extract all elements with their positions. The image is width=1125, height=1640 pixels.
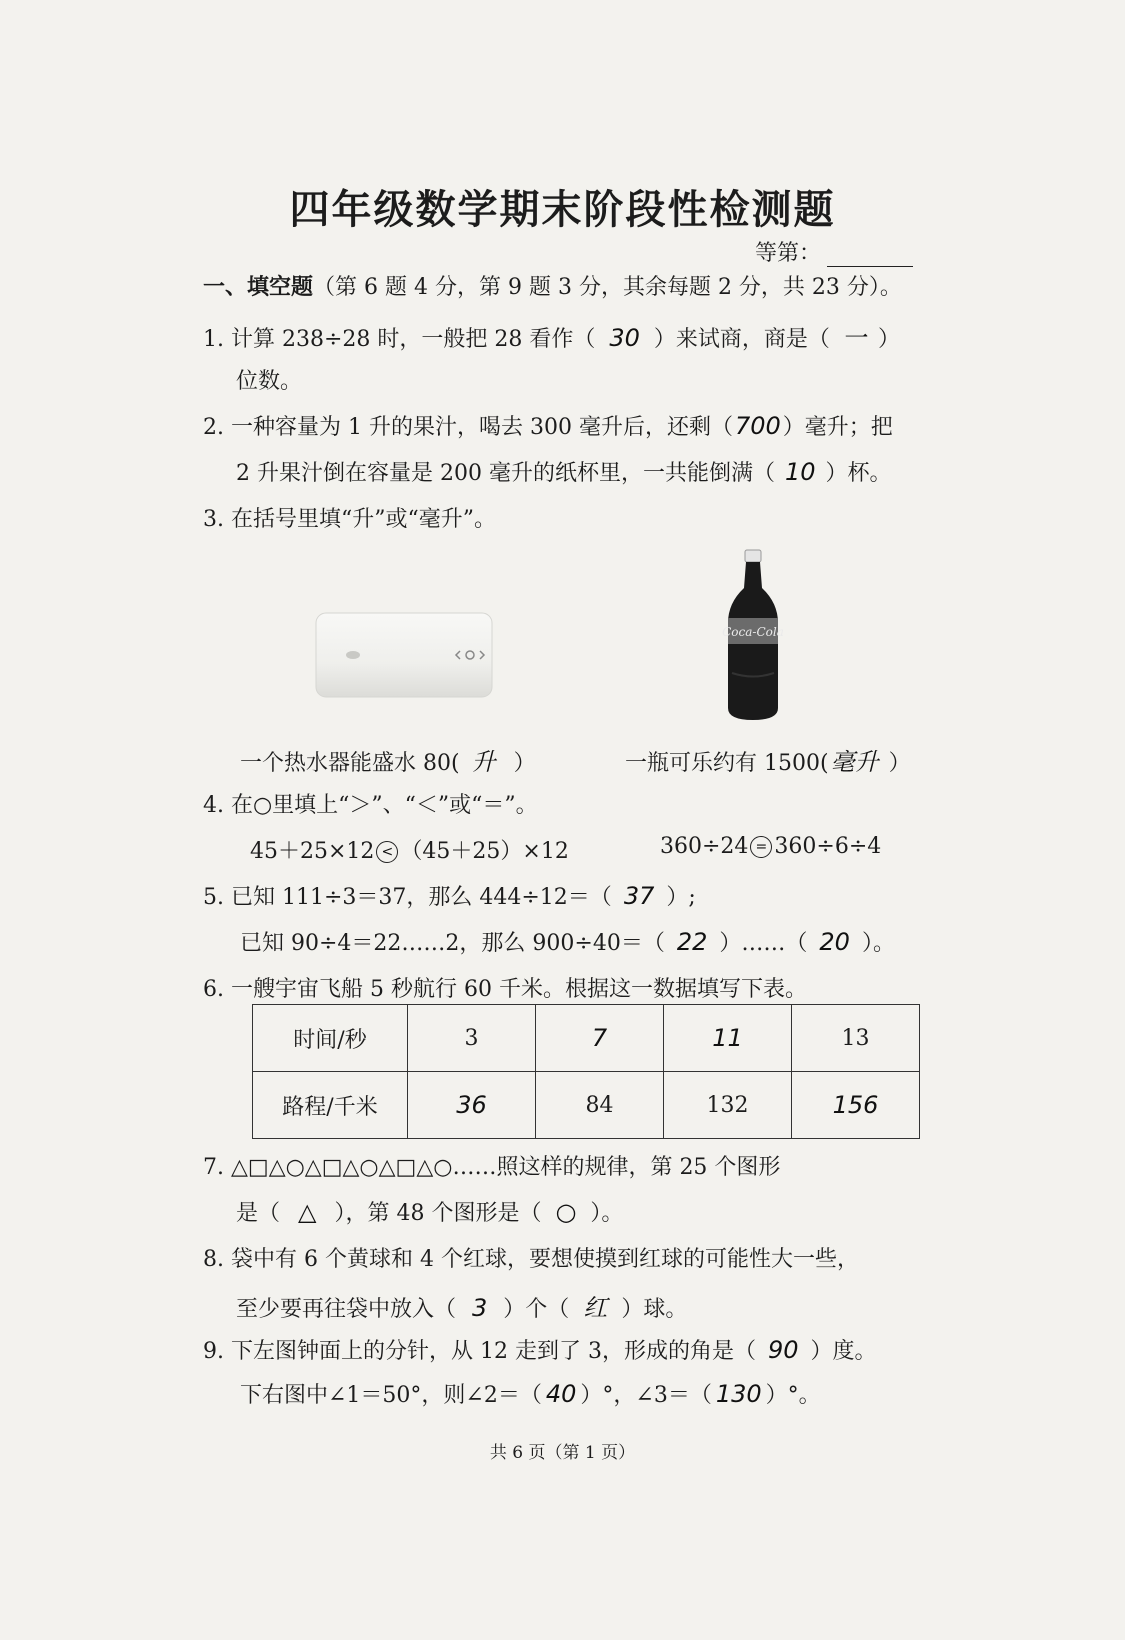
q2-answer2: 10 [784,458,816,486]
q1-answer2: 一 [841,324,866,352]
table-cell-answer: 36 [408,1072,536,1139]
q3-right-label [625,742,911,777]
table-cell: 84 [536,1072,664,1139]
section1-heading [203,270,902,301]
q3-left-close: ） [513,751,536,776]
q5-line1 [203,880,696,911]
q7-line1: 7. △□△○△□△○△□△○……照这样的规律，第 25 个图形 [203,1155,781,1180]
q1-text-b: ）来试商，商是（ [653,327,830,352]
table-head-time: 时间/秒 [253,1005,408,1072]
q3-right-close: ） [888,751,911,776]
cola-bottle-image [718,548,788,723]
q4-left-expr [250,834,569,865]
q5-text-d: ）……（ [719,931,808,956]
table-row-time [253,1005,920,1072]
q4-right-expr [660,834,881,859]
q9-text-a: 9. 下左图钟面上的分针，从 12 走到了 3，形成的角是（ [203,1339,756,1364]
q4-left-circle: < [376,841,398,863]
q3-left-label [240,742,536,777]
q7-text-b: 是（ [236,1201,281,1226]
q7-line2 [236,1196,623,1227]
q9-answer1: 90 [767,1336,799,1364]
q9-line1 [203,1334,877,1365]
q2-line1 [203,410,893,441]
speed-table [252,1004,920,1139]
grade-field [755,236,913,267]
q2-text-a: 2. 一种容量为 1 升的果汁，喝去 300 毫升后，还剩（ [203,415,733,440]
q5-text-c: 已知 90÷4＝22……2，那么 900÷40＝（ [240,931,665,956]
q2-line2 [236,456,892,487]
q5-text-b: ）; [666,885,696,910]
q3-left-answer: 升 [471,748,496,776]
q1-text-a: 1. 计算 238÷28 时，一般把 28 看作（ [203,327,596,352]
q4-right-b: 360÷6÷4 [774,834,882,859]
table-cell-answer: 156 [792,1072,920,1139]
q5-text-e: ）。 [861,931,895,956]
water-heater-image [310,605,500,705]
table-head-distance: 路程/千米 [253,1072,408,1139]
q4-right-a: 360÷24 [660,834,749,859]
q5-answer2: 22 [676,928,708,956]
page-footer: 共 6 页（第 1 页） [489,1443,636,1463]
exam-title: 四年级数学期末阶段性检测题 [289,187,836,233]
q1-answer1: 30 [609,324,640,352]
q8-line1: 8. 袋中有 6 个黄球和 4 个红球，要想使摸到红球的可能性大一些， [203,1247,859,1272]
q4-left-a: 45＋25×12 [250,839,375,864]
q5-text-a: 5. 已知 111÷3＝37，那么 444÷12＝（ [203,885,612,910]
q8-answer2: 红 [583,1294,608,1322]
q9-text-b: ）度。 [810,1339,877,1364]
q5-answer3: 20 [819,928,850,956]
q8-answer1: 3 [472,1294,488,1322]
q8-line2 [236,1288,687,1323]
q4-right-circle: = [750,836,772,858]
q2-text-d: ）杯。 [825,461,892,486]
q7-text-c: ），第 48 个图形是（ [334,1201,542,1226]
q9-answer2: 40 [545,1380,577,1408]
q9-text-d: ）°，∠3＝（ [580,1383,712,1408]
q7-text-d: ）。 [590,1201,624,1226]
q6-prompt: 6. 一艘宇宙飞船 5 秒航行 60 千米。根据这一数据填写下表。 [203,977,807,1002]
q2-text-b: ）毫升；把 [782,415,893,440]
grade-blank [827,246,913,267]
table-cell-answer: 11 [664,1005,792,1072]
q1-line1 [203,318,900,353]
q4-prompt: 4. 在○里填上“＞”、“＜”或“＝”。 [203,793,538,818]
q3-left-text: 一个热水器能盛水 80( [240,751,460,776]
table-cell: 13 [792,1005,920,1072]
q8-text-c: ）个（ [503,1297,570,1322]
q3-prompt: 3. 在括号里填“升”或“毫升”。 [203,507,496,532]
q3-right-text: 一瓶可乐约有 1500( [625,751,829,776]
q5-line2 [240,926,895,957]
q7-answer2: ○ [555,1198,577,1226]
q5-answer1: 37 [623,882,655,910]
q2-answer1: 700 [734,412,781,440]
q8-text-d: ）球。 [621,1297,688,1322]
q1-line2: 位数。 [236,369,303,394]
cola-logo-text: Coca-Cola [722,625,784,639]
q4-left-b: （45＋25）×12 [400,839,569,864]
q9-line2 [240,1378,821,1409]
section1-desc: （第 6 题 4 分，第 9 题 3 分，其余每题 2 分，共 23 分）。 [313,275,902,300]
q2-text-c: 2 升果汁倒在容量是 200 毫升的纸杯里，一共能倒满（ [236,461,775,486]
table-row-distance [253,1072,920,1139]
table-cell: 132 [664,1072,792,1139]
table-cell: 3 [408,1005,536,1072]
q7-answer1: △ [298,1198,317,1226]
q9-text-e: ）°。 [765,1383,821,1408]
q9-text-c: 下右图中∠1＝50°，则∠2＝（ [240,1383,542,1408]
q3-right-answer: 毫升 [830,748,879,776]
section1-title: 一、填空题 [203,275,314,300]
q1-text-c: ） [877,327,900,352]
q8-text-b: 至少要再往袋中放入（ [236,1297,457,1322]
table-cell-answer: 7 [536,1005,664,1072]
q9-answer3: 130 [715,1380,762,1408]
grade-label: 等第： [755,241,822,266]
